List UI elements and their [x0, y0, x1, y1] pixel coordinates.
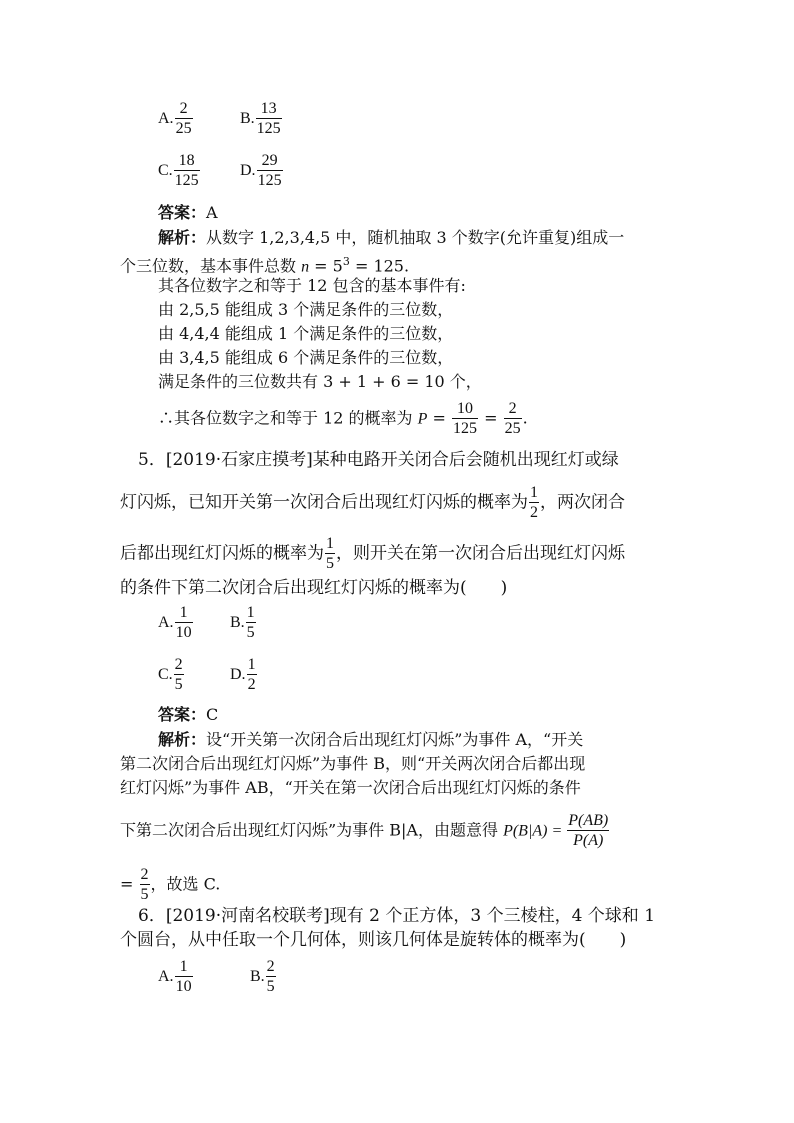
fraction: $\frac{13}{125}$ [256, 100, 281, 137]
q4-option-d: D. $\frac{29}{125}$ [240, 152, 282, 189]
q5-option-c: C. $\frac{2}{5}$ [158, 656, 183, 693]
fraction: $\frac{2}{25}$ [175, 100, 192, 137]
q5-question-line: 后都出现红灯闪烁的概率为 $\frac{1}{5}$ ，则开关在第一次闭合后出现红灯闪烁 [120, 535, 625, 572]
q4-analysis-line: 由 3,4,5 能组成 6 个满足条件的三位数， [158, 348, 454, 367]
q4-option-b: B. $\frac{13}{125}$ [240, 100, 281, 137]
q4-analysis-line: 由 2,5,5 能组成 3 个满足条件的三位数， [158, 300, 454, 319]
q4-analysis-line: 其各位数字之和等于 12 包含的基本事件有: [158, 276, 466, 295]
q5-answer: 答案：C [158, 705, 219, 724]
q5-analysis-line: = $\frac{2}{5}$ ，故选 C. [120, 866, 221, 903]
q4-analysis-line: 满足条件的三位数共有 3 + 1 + 6 = 10 个， [158, 372, 482, 391]
q4-analysis-line: 个三位数，基本事件总数 $n = 5^3 = 125$. [120, 255, 410, 276]
q4-option-a: A. $\frac{2}{25}$ [158, 100, 192, 137]
q4-option-c: C. $\frac{18}{125}$ [158, 152, 199, 189]
fraction: $\frac{1}{5}$ [326, 535, 334, 572]
q6-option-a: A. $\frac{1}{10}$ [158, 958, 192, 995]
q5-question-line: 5．[2019·石家庄摸考]某种电路开关闭合后会随机出现红灯或绿 [138, 450, 619, 470]
q5-question-line: 灯闪烁，已知开关第一次闭合后出现红灯闪烁的概率为 $\frac{1}{2}$ ，两次闭合 [120, 484, 625, 521]
fraction: $\frac{2}{5}$ [174, 656, 183, 693]
fraction: $\frac{18}{125}$ [174, 152, 199, 189]
q4-answer: 答案：A [158, 203, 218, 222]
fraction: $\frac{29}{125}$ [257, 152, 282, 189]
q6-option-b: B. $\frac{2}{5}$ [250, 958, 275, 995]
q5-analysis-line: 第二次闭合后出现红灯闪烁”为事件 B，则“开关两次闭合后都出现 [120, 754, 586, 773]
fraction: $\frac{1}{5}$ [246, 604, 255, 641]
q6-question-line: 6．[2019·河南名校联考]现有 2 个正方体，3 个三棱柱，4 个球和 1 [138, 906, 656, 926]
fraction: $\frac{P(AB)}{P(A)}$ [568, 812, 609, 849]
q5-analysis-line: 红灯闪烁”为事件 AB，“开关在第一次闭合后出现红灯闪烁的条件 [120, 778, 581, 797]
q4-analysis-line: 由 4,4,4 能组成 1 个满足条件的三位数， [158, 324, 454, 343]
fraction: $\frac{2}{25}$ [504, 400, 521, 437]
q6-question-line: 个圆台，从中任取一个几何体，则该几何体是旋转体的概率为( ) [120, 930, 627, 950]
q5-analysis-line: 解析：设“开关第一次闭合后出现红灯闪烁”为事件 A，“开关 [158, 730, 584, 749]
q5-option-a: A. $\frac{1}{10}$ [158, 604, 192, 641]
fraction: $\frac{2}{5}$ [140, 866, 149, 903]
q4-analysis-line: 解析：从数字 1,2,3,4,5 中，随机抽取 3 个数字(允许重复)组成一 [158, 228, 625, 247]
q5-option-b: B. $\frac{1}{5}$ [230, 604, 255, 641]
q5-question-line: 的条件下第二次闭合后出现红灯闪烁的概率为( ) [120, 578, 508, 598]
q5-analysis-line: 下第二次闭合后出现红灯闪烁”为事件 B|A，由题意得 P(B|A) = $\frac{P(AB)}{P(A)}$ [120, 812, 609, 849]
fraction: $\frac{1}{2}$ [247, 656, 256, 693]
fraction: $\frac{1}{2}$ [530, 484, 538, 521]
fraction: $\frac{1}{10}$ [175, 958, 192, 995]
fraction: $\frac{10}{125}$ [452, 400, 477, 437]
fraction: $\frac{1}{10}$ [175, 604, 192, 641]
q4-conclusion: ∴其各位数字之和等于 12 的概率为 P = $\frac{10}{125}$ = $\frac{2}{25}$ . [158, 400, 528, 437]
fraction: $\frac{2}{5}$ [266, 958, 275, 995]
q5-option-d: D. $\frac{1}{2}$ [230, 656, 256, 693]
